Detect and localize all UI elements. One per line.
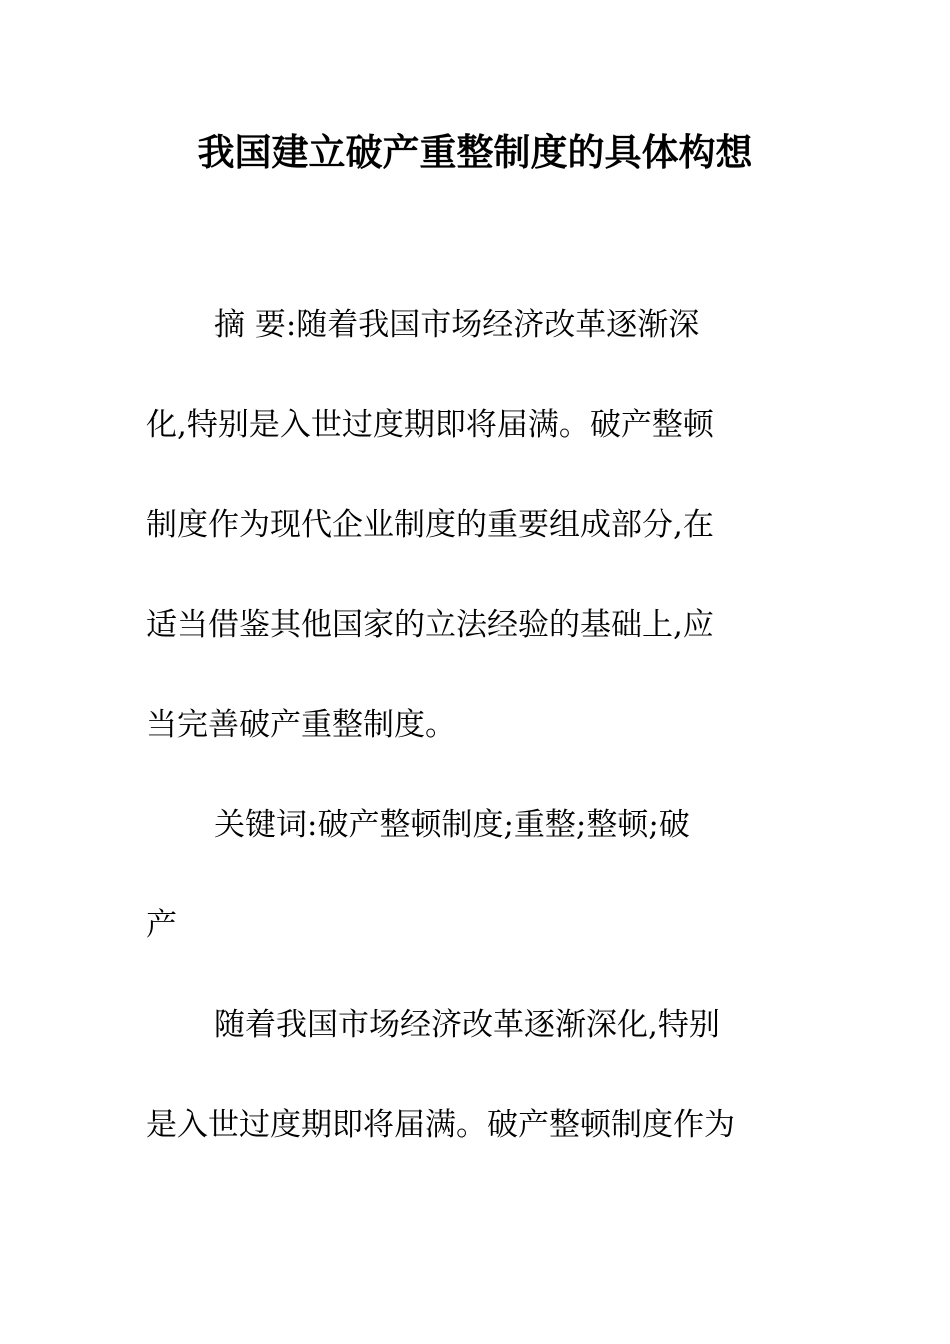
- body-line-2: 是入世过度期即将届满。破产整顿制度作为: [146, 1107, 735, 1143]
- document-title: 我国建立破产重整制度的具体构想: [197, 131, 753, 174]
- keywords-line-2: 产: [146, 907, 177, 943]
- abstract-line-3: 制度作为现代企业制度的重要组成部分,在: [146, 507, 714, 543]
- abstract-line-5: 当完善破产重整制度。: [146, 707, 456, 743]
- abstract-line-4: 适当借鉴其他国家的立法经验的基础上,应: [146, 607, 714, 643]
- body-line-1: 随着我国市场经济改革逐渐深化,特别: [214, 1007, 720, 1043]
- keywords-line-1: 关键词:破产整顿制度;重整;整顿;破: [214, 807, 690, 843]
- abstract-line-1: 摘 要:随着我国市场经济改革逐渐深: [214, 307, 700, 343]
- abstract-line-2: 化,特别是入世过度期即将届满。破产整顿: [146, 407, 714, 443]
